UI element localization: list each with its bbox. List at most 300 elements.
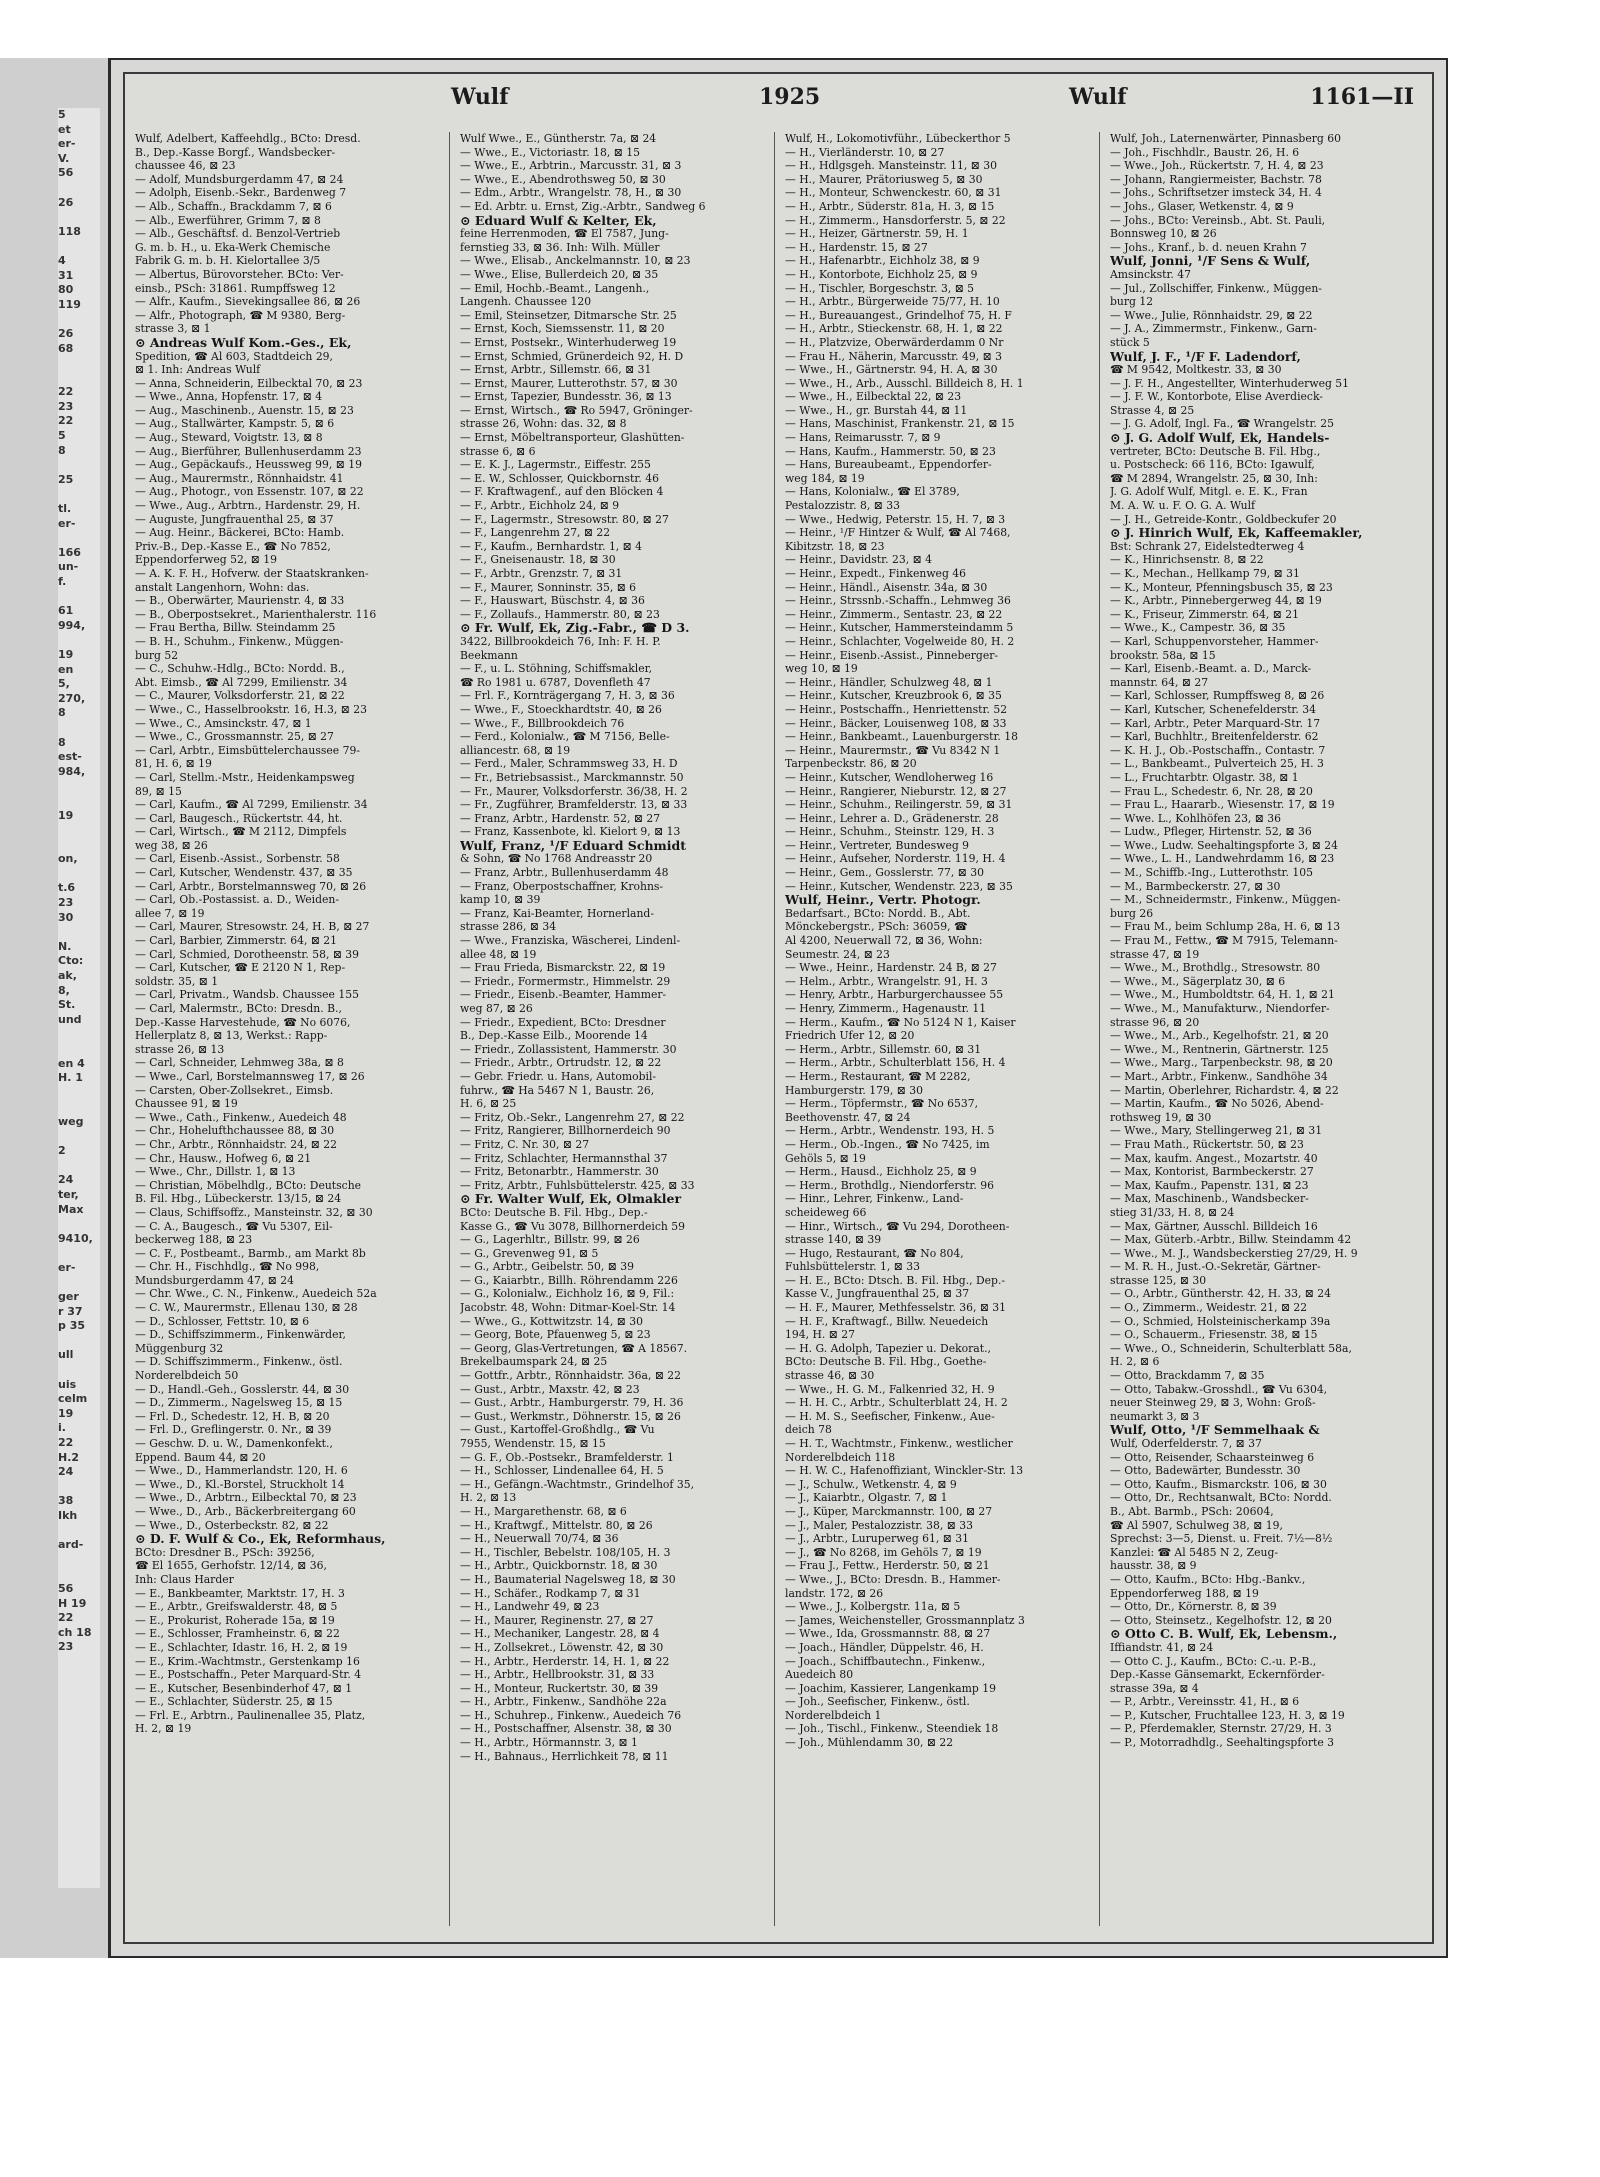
directory-entry: deich 78 <box>785 1423 832 1437</box>
previous-page-fragment: ger <box>58 1290 79 1304</box>
directory-entry: — Otto, Kaufm., BCto: Hbg.-Bankv., <box>1110 1572 1306 1586</box>
directory-entry: — Friedr., Expedient, BCto: Dresdner <box>460 1015 666 1029</box>
directory-entry: — J., ☎ No 8268, im Gehöls 7, ⊠ 19 <box>785 1545 982 1559</box>
directory-entry: H. 2, ⊠ 19 <box>135 1722 192 1736</box>
directory-entry: — Frau Math., Rückertstr. 50, ⊠ 23 <box>1110 1137 1304 1151</box>
directory-entry: ⊠ 1. Inh: Andreas Wulf <box>135 363 261 377</box>
directory-entry: — K., Friseur, Zimmerstr. 64, ⊠ 21 <box>1110 607 1299 621</box>
directory-entry: — K., Hinrichsenstr. 8, ⊠ 22 <box>1110 553 1264 567</box>
previous-page-fragment: 984, <box>58 764 86 778</box>
directory-entry: — Otto, Kaufm., Bismarckstr. 106, ⊠ 30 <box>1110 1477 1327 1491</box>
previous-page-fragment: 19 <box>58 808 74 822</box>
directory-entry: — Ferd., Maler, Schrammsweg 33, H. D <box>460 757 678 771</box>
previous-page-fragment <box>58 925 100 940</box>
directory-entry: Hamburgerstr. 179, ⊠ 30 <box>785 1083 923 1097</box>
directory-entry: Kasse G., ☎ Vu 3078, Billhornerdeich 59 <box>460 1219 685 1233</box>
directory-entry: Bst: Schrank 27, Eidelstedterweg 4 <box>1110 539 1305 553</box>
directory-entry: — Alfr., Photograph, ☎ M 9380, Berg- <box>135 308 346 322</box>
directory-entry: — H., Schlosser, Lindenallee 64, H. 5 <box>460 1464 664 1478</box>
previous-page-fragment <box>58 356 100 371</box>
directory-entry: — Ernst, Wirtsch., ☎ Ro 5947, Gröninger- <box>460 403 693 417</box>
directory-entry: — Wwe., Anna, Hopfenstr. 17, ⊠ 4 <box>135 390 323 404</box>
directory-entry: — Wwe., H., Gärtnerstr. 94, H. A, ⊠ 30 <box>785 363 998 377</box>
directory-entry: — Christian, Möbelhdlg., BCto: Deutsche <box>135 1178 362 1192</box>
directory-entry: — Franz, Kassenbote, kl. Kielort 9, ⊠ 13 <box>460 825 681 839</box>
directory-entry: — Max, Kontorist, Barmbeckerstr. 27 <box>1110 1165 1314 1179</box>
directory-entry: — H., Landwehr 49, ⊠ 23 <box>460 1600 600 1614</box>
previous-page-fragment <box>58 1567 100 1582</box>
directory-entry: — Wwe., Aug., Arbtrn., Hardenstr. 29, H. <box>135 499 361 513</box>
directory-entry: — E., Krim.-Wachtmstr., Gerstenkamp 16 <box>135 1654 360 1668</box>
directory-entry: — Wwe., J., Kolbergstr. 11a, ⊠ 5 <box>785 1600 961 1614</box>
directory-entry: — H., Arbtr., Quickbornstr. 18, ⊠ 30 <box>460 1559 658 1573</box>
directory-entry: — E. W., Schlosser, Quickbornstr. 46 <box>460 471 659 485</box>
directory-entry: strasse 3, ⊠ 1 <box>135 322 211 336</box>
previous-page-fragment: p 35 <box>58 1319 86 1333</box>
directory-entry: strasse 96, ⊠ 20 <box>1110 1015 1200 1029</box>
directory-entry: — Max, Güterb.-Arbtr., Billw. Steindamm 42 <box>1110 1233 1352 1247</box>
previous-page-fragment <box>58 1246 100 1261</box>
directory-entry: — Aug. Heinr., Bäckerei, BCto: Hamb. <box>135 526 345 540</box>
previous-page-fragment: t.6 <box>58 881 76 895</box>
directory-entry: — Albertus, Bürovorsteher. BCto: Ver- <box>135 267 344 281</box>
directory-entry: — J., Schulw., Wetkenstr. 4, ⊠ 9 <box>785 1477 957 1491</box>
directory-entry: — G., Kaiarbtr., Billh. Röhrendamm 226 <box>460 1273 678 1287</box>
directory-entry: — G., Arbtr., Geibelstr. 50, ⊠ 39 <box>460 1260 635 1274</box>
directory-entry: — D. Schiffszimmerm., Finkenw., östl. <box>135 1355 343 1369</box>
directory-entry: — James, Weichensteller, Grossmannplatz 3 <box>785 1613 1025 1627</box>
directory-entry: — G., Grevenweg 91, ⊠ 5 <box>460 1246 599 1260</box>
previous-page-fragment: 9410, <box>58 1231 93 1245</box>
directory-entry: Strasse 4, ⊠ 25 <box>1110 403 1195 417</box>
previous-page-fragment <box>58 794 100 809</box>
directory-entry: — Wwe. L., Kohlhöfen 23, ⊠ 36 <box>1110 811 1282 825</box>
directory-entry: Bonnsweg 10, ⊠ 26 <box>1110 227 1217 241</box>
directory-entry: — Karl, Arbtr., Peter Marquard-Str. 17 <box>1110 716 1321 730</box>
directory-entry: — J., Kaiarbtr., Olgastr. 7, ⊠ 1 <box>785 1491 948 1505</box>
directory-entry: — Franz, Kai-Beamter, Hornerland- <box>460 906 654 920</box>
directory-entry: — Aug., Photogr., von Essenstr. 107, ⊠ 22 <box>135 485 364 499</box>
directory-entry: — M. R. H., Just.-O.-Sekretär, Gärtner- <box>1110 1260 1321 1274</box>
directory-entry: — Johs., Kranf., b. d. neuen Krahn 7 <box>1110 240 1307 254</box>
directory-entry: — Fritz, Ob.-Sekr., Langenrehm 27, ⊠ 22 <box>460 1110 685 1124</box>
directory-entry: — Edm., Arbtr., Wrangelstr. 78, H., ⊠ 30 <box>460 186 682 200</box>
directory-entry: — Fritz, Schlachter, Hermannsthal 37 <box>460 1151 668 1165</box>
directory-entry: — Herm., Arbtr., Wendenstr. 193, H. 5 <box>785 1124 995 1138</box>
directory-entry: — Joach., Händler, Düppelstr. 46, H. <box>785 1640 984 1654</box>
directory-entry: Wulf, Jonni, ¹/F Sens & Wulf, <box>1110 254 1311 268</box>
directory-entry: — Heinr., Händler, Schulzweg 48, ⊠ 1 <box>785 675 993 689</box>
directory-entry: — Wwe., D., Osterbeckstr. 82, ⊠ 22 <box>135 1518 329 1532</box>
directory-entry: — H. T., Wachtmstr., Finkenw., westlicher <box>785 1437 1013 1450</box>
previous-page-text-fragments <box>58 108 100 1888</box>
previous-page-fragment: uis <box>58 1377 77 1391</box>
directory-entry: strasse 46, ⊠ 30 <box>785 1369 875 1383</box>
directory-entry: — K. H. J., Ob.-Postschaffn., Contastr. 7 <box>1110 743 1326 757</box>
previous-page-fragment: 5 <box>58 429 66 443</box>
directory-entry: — Herm., Hausd., Eichholz 25, ⊠ 9 <box>785 1165 977 1179</box>
directory-entry: — G. F., Ob.-Postsekr., Bramfelderstr. 1 <box>460 1450 674 1464</box>
previous-page-fragment <box>58 721 100 736</box>
directory-entry: — Franz, Arbtr., Hardenstr. 52, ⊠ 27 <box>460 811 661 825</box>
previous-page-fragment: 24 <box>58 1173 74 1187</box>
previous-page-fragment <box>58 1130 100 1145</box>
directory-entry: — Wwe., D., Arb., Bäckerbreitergang 60 <box>135 1504 356 1518</box>
directory-entry: — Aug., Steward, Voigtstr. 13, ⊠ 8 <box>135 431 323 445</box>
previous-page-fragment: 8, <box>58 983 70 997</box>
directory-entry: — Frau Bertha, Billw. Steindamm 25 <box>135 621 336 635</box>
directory-entry: ☎ M 9542, Moltkestr. 33, ⊠ 30 <box>1110 363 1282 377</box>
directory-entry: B. Fil. Hbg., Lübeckerstr. 13/15, ⊠ 24 <box>135 1192 342 1206</box>
directory-entry: — C. A., Baugesch., ☎ Vu 5307, Eil- <box>135 1219 333 1233</box>
directory-entry: — Chr., Arbtr., Rönnhaidstr. 24, ⊠ 22 <box>135 1137 338 1151</box>
directory-entry: — H., Bureauangest., Grindelhof 75, H. F <box>785 308 1012 322</box>
directory-entry: — Henry, Arbtr., Harburgerchaussee 55 <box>785 988 1004 1002</box>
directory-entry: — Aug., Stallwärter, Kampstr. 5, ⊠ 6 <box>135 417 335 431</box>
directory-entry: 194, H. ⊠ 27 <box>785 1328 855 1342</box>
directory-entry: — Friedr., Zollassistent, Hammerstr. 30 <box>460 1042 677 1056</box>
directory-entry: — O., Arbtr., Güntherstr. 42, H. 33, ⊠ 24 <box>1110 1287 1332 1301</box>
directory-entry: — Johs., Glaser, Wetkenstr. 4, ⊠ 9 <box>1110 199 1294 213</box>
directory-entry: Auedeich 80 <box>785 1668 854 1682</box>
directory-entry: Norderelbdeich 1 <box>785 1708 882 1722</box>
directory-entry: Hellerplatz 8, ⊠ 13, Werkst.: Rapp- <box>135 1029 328 1043</box>
directory-entry: Mönckebergstr., PSch: 36059, ☎ <box>785 920 968 934</box>
directory-entry: Eppend. Baum 44, ⊠ 20 <box>135 1450 266 1464</box>
previous-page-fragment: 8 <box>58 706 66 720</box>
directory-entry: — Heinr., Kutscher, Wendloherweg 16 <box>785 770 994 784</box>
directory-entry: — H., Mechaniker, Langestr. 28, ⊠ 4 <box>460 1627 660 1641</box>
previous-page-fragment: 118 <box>58 224 81 238</box>
previous-page-fragment <box>58 312 100 327</box>
previous-page-fragment <box>58 867 100 882</box>
directory-entry: B., Abt. Barmb., PSch: 20604, <box>1110 1504 1274 1518</box>
directory-entry: — P., Motorradhdlg., Seehaltingspforte 3 <box>1110 1736 1335 1750</box>
directory-entry: Wulf, H., Lokomotivführ., Lübeckerthor 5 <box>785 132 1011 145</box>
directory-entry: — Wwe., Chr., Dillstr. 1, ⊠ 13 <box>135 1165 296 1179</box>
previous-page-fragment: 30 <box>58 910 74 924</box>
directory-entry: beckerweg 188, ⊠ 23 <box>135 1233 253 1247</box>
directory-entry: — Ed. Arbtr. u. Ernst, Zig.-Arbtr., Sandweg 6 <box>460 199 706 213</box>
directory-entry: Norderelbdeich 118 <box>785 1450 896 1464</box>
directory-entry: — Wwe., Julie, Rönnhaidstr. 29, ⊠ 22 <box>1110 308 1313 322</box>
previous-page-fragment: H. 1 <box>58 1071 83 1085</box>
directory-entry: strasse 125, ⊠ 30 <box>1110 1273 1207 1287</box>
directory-entry: — Wwe., D., Hammerlandstr. 120, H. 6 <box>135 1464 348 1478</box>
previous-page-fragment: ak, <box>58 969 77 983</box>
directory-entry: — D., Zimmerm., Nagelsweg 15, ⊠ 15 <box>135 1396 343 1410</box>
directory-entry: — K., Mechan., Hellkamp 79, ⊠ 31 <box>1110 567 1300 580</box>
directory-entry: Sprechst: 3—5, Dienst. u. Freit. 7½—8½ <box>1110 1532 1333 1546</box>
directory-entry: — Herm., Kaufm., ☎ No 5124 N 1, Kaiser <box>785 1015 1016 1029</box>
directory-entry: — Wwe., Carl, Borstelmannsweg 17, ⊠ 26 <box>135 1069 365 1083</box>
previous-page-fragment: est- <box>58 750 82 764</box>
previous-page-fragment: 25 <box>58 472 74 486</box>
directory-entry: — Wwe., C., Amsinckstr. 47, ⊠ 1 <box>135 716 312 730</box>
directory-entry: ⊙ J. Hinrich Wulf, Ek, Kaffeemakler, <box>1110 526 1363 540</box>
directory-entry: — Johann, Rangiermeister, Bachstr. 78 <box>1110 172 1322 186</box>
directory-entry: — Heinr., Bäcker, Louisenweg 108, ⊠ 33 <box>785 716 1007 730</box>
previous-page-fragment <box>58 1276 100 1291</box>
directory-entry: — M., Schneidermstr., Finkenw., Müggen- <box>1110 893 1341 907</box>
directory-entry: — Friedr., Formermstr., Himmelstr. 29 <box>460 974 671 988</box>
previous-page-fragment: r 37 <box>58 1304 83 1318</box>
directory-entry: — Heinr., Schuhm., Steinstr. 129, H. 3 <box>785 825 995 839</box>
previous-page-fragment: H.2 <box>58 1450 80 1464</box>
directory-entry: — J., Maler, Pestalozzistr. 38, ⊠ 33 <box>785 1518 973 1532</box>
directory-entry: — Wwe., E., Arbtrin., Marcusstr. 31, ⊠ 3 <box>460 159 682 173</box>
directory-entry: — Fr., Maurer, Volksdorferstr. 36/38, H. 2 <box>460 784 688 798</box>
directory-entry: ⊙ Fr. Walter Wulf, Ek, Olmakler <box>460 1192 682 1206</box>
directory-entry: J. G. Adolf Wulf, Mitgl. e. E. K., Fran <box>1110 485 1308 499</box>
previous-page-fragment: 4 <box>58 253 66 267</box>
directory-entry: — G., Kolonialw., Eichholz 16, ⊠ 9, Fil.: <box>460 1287 675 1301</box>
directory-entry: — Alb., Schaffn., Brackdamm 7, ⊠ 6 <box>135 199 332 213</box>
directory-entry: — E., Schlachter, Idastr. 16, H. 2, ⊠ 19 <box>135 1640 348 1654</box>
directory-entry: — Chr. H., Fischhdlg., ☎ No 998, <box>135 1260 320 1274</box>
directory-entry: Chaussee 91, ⊠ 19 <box>135 1097 238 1111</box>
header-right-name: Wulf <box>1069 84 1127 110</box>
directory-entry: landstr. 172, ⊠ 26 <box>785 1586 884 1600</box>
directory-entry: — Heinr., Postschaffn., Henriettenstr. 52 <box>785 702 1008 716</box>
directory-entry: — O., Schauerm., Friesenstr. 38, ⊠ 15 <box>1110 1328 1318 1342</box>
directory-entry: — B. H., Schuhm., Finkenw., Müggen- <box>135 634 344 648</box>
directory-entry: — F. Kraftwagenf., auf den Blöcken 4 <box>460 485 664 499</box>
previous-page-fragment <box>58 1480 100 1495</box>
directory-entry: — H., Tischler, Bebelstr. 108/105, H. 3 <box>460 1545 671 1559</box>
previous-page-fragment <box>58 1159 100 1174</box>
directory-entry: — Hans, Maschinist, Frankenstr. 21, ⊠ 15 <box>785 417 1015 431</box>
directory-entry: — H., Maurer, Prätoriusweg 5, ⊠ 30 <box>785 172 983 186</box>
previous-page-fragment: 23 <box>58 896 74 910</box>
directory-entry: — Hugo, Restaurant, ☎ No 804, <box>785 1246 964 1260</box>
directory-entry: — Aug., Bierführer, Bullenhuserdamm 23 <box>135 444 362 458</box>
directory-entry: ⊙ Eduard Wulf & Kelter, Ek, <box>460 213 657 228</box>
directory-entry: ⊙ J. G. Adolf Wulf, Ek, Handels- <box>1110 431 1330 445</box>
directory-entry: — H., Platzvize, Oberwärderdamm 0 Nr <box>785 335 1004 349</box>
directory-entry: — Fritz, Arbtr., Fuhlsbüttelerstr. 425, ⊠ 33 <box>460 1178 695 1192</box>
previous-page-fragment: N. <box>58 939 72 953</box>
directory-entry: — Karl, Eisenb.-Beamt. a. D., Marck- <box>1110 662 1312 676</box>
directory-entry: — H., Baumaterial Nagelsweg 18, ⊠ 30 <box>460 1572 676 1586</box>
directory-entry: — Karl, Buchhltr., Breitenfelderstr. 62 <box>1110 730 1319 744</box>
directory-entry: — Henry, Zimmerm., Hagenaustr. 11 <box>785 1002 987 1015</box>
previous-page-fragment: 8 <box>58 443 66 457</box>
directory-entry: — Carl, Stellm.-Mstr., Heidenkampsweg <box>135 770 355 784</box>
directory-entry: — H., Hdlgsgeh. Mansteinstr. 11, ⊠ 30 <box>785 159 997 173</box>
directory-entry: — Gust., Werkmstr., Döhnerstr. 15, ⊠ 26 <box>460 1409 681 1423</box>
directory-entry: Eppendorferweg 52, ⊠ 19 <box>135 553 277 567</box>
directory-entry: — Wwe., G., Kottwitzstr. 14, ⊠ 30 <box>460 1314 644 1328</box>
directory-entry: strasse 6, ⊠ 6 <box>460 444 536 458</box>
directory-entry: fernstieg 33, ⊠ 36. Inh: Wilh. Müller <box>460 240 660 254</box>
directory-entry: — B., Oberwärter, Maurienstr. 4, ⊠ 33 <box>135 594 345 608</box>
directory-entry: alliancestr. 68, ⊠ 19 <box>460 743 571 757</box>
directory-entry: — Otto, Brackdamm 7, ⊠ 35 <box>1110 1369 1265 1383</box>
page-header <box>131 82 1426 122</box>
directory-entry: — Gust., Arbtr., Hamburgerstr. 79, H. 36 <box>460 1396 684 1410</box>
previous-page-fragment: 994, <box>58 618 86 632</box>
directory-entry: — H., Heizer, Gärtnerstr. 59, H. 1 <box>785 227 969 241</box>
directory-entry: — Ernst, Schmied, Grünerdeich 92, H. D <box>460 349 684 363</box>
directory-entry: — Johs., BCto: Vereinsb., Abt. St. Pauli, <box>1110 213 1326 227</box>
previous-page-fragment: 31 <box>58 268 74 282</box>
directory-entry: — Frau H., Näherin, Marcusstr. 49, ⊠ 3 <box>785 349 1002 363</box>
directory-entry: Wulf, Adelbert, Kaffeehdlg., BCto: Dresd. <box>135 132 361 145</box>
previous-page-fragment <box>58 823 100 838</box>
directory-entry: — Ferd., Kolonialw., ☎ M 7156, Belle- <box>460 730 670 744</box>
previous-page-fragment: 22 <box>58 414 74 428</box>
directory-entry: Eppendorferweg 188, ⊠ 19 <box>1110 1586 1259 1600</box>
directory-entry: — Heinr., Davidstr. 23, ⊠ 4 <box>785 553 932 567</box>
directory-entry: Kanzlei: ☎ Al 5485 N 2, Zeug- <box>1110 1545 1279 1559</box>
previous-page-fragment <box>58 1042 100 1057</box>
directory-entry: M. A. W. u. F. O. G. A. Wulf <box>1110 499 1256 513</box>
directory-entry: — Wwe., C., Grossmannstr. 25, ⊠ 27 <box>135 730 334 744</box>
directory-entry: — F., u. L. Stöhning, Schiffsmakler, <box>460 662 653 676</box>
directory-entry: Dep.-Kasse Gänsemarkt, Eckernförder- <box>1110 1668 1325 1682</box>
directory-entry: scheideweg 66 <box>785 1205 867 1219</box>
directory-entry: — Georg, Glas-Vertretungen, ☎ A 18567. <box>460 1341 688 1355</box>
directory-entry: — Hans, Bureaubeamt., Eppendorfer- <box>785 458 992 472</box>
directory-entry: strasse 140, ⊠ 39 <box>785 1233 882 1247</box>
directory-entry: — Adolf, Mundsburgerdamm 47, ⊠ 24 <box>135 172 344 186</box>
directory-entry: — Wwe., Heinr., Hardenstr. 24 B, ⊠ 27 <box>785 961 997 975</box>
directory-entry: — Herm., Arbtr., Schulterblatt 156, H. 4 <box>785 1056 1006 1070</box>
directory-entry: — Gottfr., Arbtr., Rönnhaidstr. 36a, ⊠ 22 <box>460 1369 682 1383</box>
previous-page-fragment: 22 <box>58 385 74 399</box>
directory-entry: — Carl, Kaufm., ☎ Al 7299, Emilienstr. 34 <box>135 798 368 812</box>
directory-entry: — H. W. C., Hafenoffiziant, Winckler-Str. 13 <box>785 1464 1024 1478</box>
directory-entry: — Carsten, Ober-Zollsekret., Eimsb. <box>135 1083 334 1097</box>
directory-entry: — Wwe., Marg., Tarpenbeckstr. 98, ⊠ 20 <box>1110 1056 1333 1070</box>
previous-page-fragment <box>58 633 100 648</box>
directory-entry: — Ernst, Möbeltransporteur, Glashütten- <box>460 431 685 445</box>
directory-entry: — Wwe., Mary, Stellingerweg 21, ⊠ 31 <box>1110 1124 1323 1138</box>
directory-entry: — H., Arbtr., Bürgerweide 75/77, H. 10 <box>785 295 1000 309</box>
directory-entry: — H., Zollsekret., Löwenstr. 42, ⊠ 30 <box>460 1640 664 1654</box>
previous-page-fragment <box>58 1086 100 1101</box>
directory-entry: — O., Zimmerm., Weidestr. 21, ⊠ 22 <box>1110 1301 1308 1315</box>
directory-entry: mannstr. 64, ⊠ 27 <box>1110 675 1209 689</box>
previous-page-fragment: 2 <box>58 1144 66 1158</box>
directory-entry: — Ernst, Postsekr., Winterhuderweg 19 <box>460 335 677 349</box>
directory-entry: — J., Küper, Marckmannstr. 100, ⊠ 27 <box>785 1504 993 1518</box>
directory-entry: — Wwe., Elisab., Anckelmannstr. 10, ⊠ 23 <box>460 254 691 268</box>
directory-entry: Seumestr. 24, ⊠ 23 <box>785 947 890 961</box>
directory-entry: — Heinr., Schlachter, Vogelweide 80, H. 2 <box>785 634 1015 648</box>
directory-entry: — Heinr., Gem., Gosslerstr. 77, ⊠ 30 <box>785 866 985 880</box>
directory-entry: burg 52 <box>135 648 179 662</box>
previous-page-fragment: f. <box>58 575 67 588</box>
directory-entry: — Joh., Seefischer, Finkenw., östl. <box>785 1695 970 1709</box>
directory-entry: ☎ M 2894, Wrangelstr. 25, ⊠ 30, Inh: <box>1110 471 1318 485</box>
directory-entry: — Wwe., K., Campestr. 36, ⊠ 35 <box>1110 621 1286 635</box>
previous-page-fragment: 5 <box>58 108 66 121</box>
directory-entry: — Herm., Arbtr., Sillemstr. 60, ⊠ 31 <box>785 1042 982 1056</box>
directory-entry: chaussee 46, ⊠ 23 <box>135 159 236 173</box>
directory-entry: — F., Kaufm., Bernhardstr. 1, ⊠ 4 <box>460 539 643 553</box>
directory-entry: — Joh., Mühlendamm 30, ⊠ 22 <box>785 1736 954 1750</box>
directory-columns <box>135 132 1424 1926</box>
directory-entry: allee 7, ⊠ 19 <box>135 906 205 920</box>
directory-entry: — Herm., Ob.-Ingen., ☎ No 7425, im <box>785 1137 990 1151</box>
previous-page-fragment: V. <box>58 151 70 165</box>
directory-entry: — Wwe., O., Schneiderin, Schulterblatt 58a, <box>1110 1341 1352 1355</box>
previous-page-fragment: Max <box>58 1202 84 1216</box>
directory-entry: strasse 286, ⊠ 34 <box>460 920 557 934</box>
directory-entry: — H., Vierländerstr. 10, ⊠ 27 <box>785 145 945 159</box>
directory-entry: — Jul., Zollschiffer, Finkenw., Müggen- <box>1110 281 1322 295</box>
directory-entry: — Carl, Schmied, Dorotheenstr. 58, ⊠ 39 <box>135 947 360 961</box>
directory-entry: — D., Handl.-Geh., Gosslerstr. 44, ⊠ 30 <box>135 1382 350 1396</box>
directory-entry: — Frau M., beim Schlump 28a, H. 6, ⊠ 13 <box>1110 920 1341 934</box>
directory-entry: strasse 47, ⊠ 19 <box>1110 947 1200 961</box>
directory-entry: — Carl, Privatm., Wandsb. Chaussee 155 <box>135 988 359 1002</box>
directory-entry: — H. F., Kraftwagf., Billw. Neuedeich <box>785 1314 989 1328</box>
directory-entry: — Joachim, Kassierer, Langenkamp 19 <box>785 1681 996 1695</box>
previous-page-fragment: ard- <box>58 1538 84 1552</box>
directory-entry: — Otto, Badewärter, Bundesstr. 30 <box>1110 1464 1301 1478</box>
directory-entry: Wulf, Heinr., Vertr. Photogr. <box>785 893 981 907</box>
directory-entry: — Carl, Maurer, Stresowstr. 24, H. B, ⊠ 27 <box>135 920 370 934</box>
directory-entry: Wulf, Oderfelderstr. 7, ⊠ 37 <box>1110 1437 1262 1450</box>
directory-entry: — Heinr., Bankbeamt., Lauenburgerstr. 18 <box>785 730 1019 744</box>
previous-page-fragment: 166 <box>58 545 81 559</box>
previous-page-fragment: 119 <box>58 297 81 311</box>
directory-entry: ⊙ D. F. Wulf & Co., Ek, Reformhaus, <box>135 1532 386 1546</box>
directory-entry: stieg 31/33, H. 8, ⊠ 24 <box>1110 1205 1235 1219</box>
previous-page-fragment: 26 <box>58 326 74 340</box>
previous-page-fragment: Ikh <box>58 1509 78 1522</box>
directory-entry: — H., Kraftwgf., Mittelstr. 80, ⊠ 26 <box>460 1518 653 1532</box>
previous-page-fragment <box>58 181 100 196</box>
directory-entry: weg 184, ⊠ 19 <box>785 471 865 485</box>
previous-page-fragment: 19 <box>58 647 74 661</box>
previous-page-edge <box>0 58 111 1958</box>
directory-entry: — Martin, Kaufm., ☎ No 5026, Abend- <box>1110 1097 1324 1111</box>
directory-entry: H. 2, ⊠ 6 <box>1110 1355 1160 1369</box>
directory-entry: brookstr. 58a, ⊠ 15 <box>1110 648 1216 662</box>
directory-entry: — E., Prokurist, Roherade 15a, ⊠ 19 <box>135 1613 335 1627</box>
directory-entry: weg 38, ⊠ 26 <box>135 838 208 852</box>
directory-entry: — Heinr., Aufseher, Norderstr. 119, H. 4 <box>785 852 1006 866</box>
directory-entry: — J. H., Getreide-Kontr., Goldbeckufer 20 <box>1110 512 1337 526</box>
directory-entry: — H., Schuhrep., Finkenw., Auedeich 76 <box>460 1708 682 1722</box>
directory-entry: — Wwe., E., Abendrothsweg 50, ⊠ 30 <box>460 172 666 186</box>
directory-entry: B., Dep.-Kasse Borgf., Wandsbecker- <box>135 145 336 159</box>
directory-entry: — C., Maurer, Volksdorferstr. 21, ⊠ 22 <box>135 689 345 703</box>
directory-entry: stück 5 <box>1110 335 1150 349</box>
directory-entry: — Joh., Tischl., Finkenw., Steendiek 18 <box>785 1722 999 1736</box>
directory-entry: — B., Oberpostsekret., Marienthalerstr. 116 <box>135 607 377 621</box>
directory-entry: — H. M. S., Seefischer, Finkenw., Aue- <box>785 1409 995 1423</box>
directory-entry: Inh: Claus Harder <box>135 1572 234 1586</box>
directory-entry: — Aug., Gepäckaufs., Heussweg 99, ⊠ 19 <box>135 458 362 472</box>
directory-entry: neuer Steinweg 29, ⊠ 3, Wohn: Groß- <box>1110 1396 1316 1410</box>
directory-entry: — J. F. H., Angestellter, Winterhuderweg 51 <box>1110 376 1350 390</box>
directory-entry: — Friedr., Eisenb.-Beamter, Hammer- <box>460 988 667 1002</box>
directory-entry: Norderelbdeich 50 <box>135 1369 239 1383</box>
previous-page-fragment: ch 18 <box>58 1625 92 1639</box>
directory-entry: — K., Monteur, Pfenningsbusch 35, ⊠ 23 <box>1110 580 1333 594</box>
directory-entry: & Sohn, ☎ No 1768 Andreasstr 20 <box>460 852 653 866</box>
directory-entry: — Carl, Malermstr., BCto: Dresdn. B., <box>135 1002 342 1015</box>
directory-entry: — Heinr., Kutscher, Hammersteindamm 5 <box>785 621 1014 635</box>
previous-page-fragment <box>58 487 100 502</box>
previous-page-fragment: 61 <box>58 604 74 618</box>
directory-entry: Gehöls 5, ⊠ 19 <box>785 1151 866 1165</box>
